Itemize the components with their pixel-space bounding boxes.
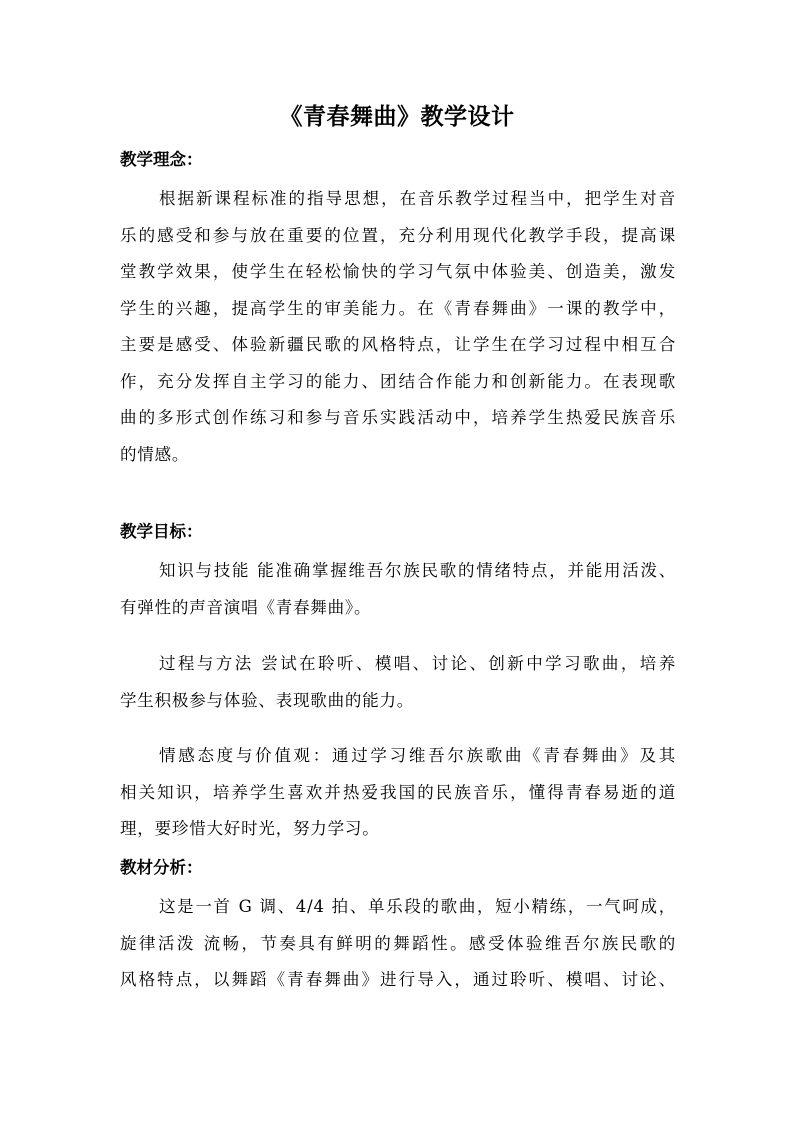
paragraph-line: 有弹性的声音演唱《青春舞曲》。 (120, 597, 372, 617)
paragraph-line: 知识与技能 能准确掌握维吾尔族民歌的情绪特点，并能用活泼、 (159, 561, 676, 580)
paragraph-teaching-philosophy (120, 181, 676, 473)
paragraph-line: 这是一首 G 调、4/4 拍、单乐段的歌曲，短小精练，一气呵成， (159, 897, 676, 916)
section-heading-material-analysis: 教材分析： (120, 858, 203, 877)
paragraph-line: 曲的多形式创作练习和参与音乐实践活动中，培养学生热爱民族音乐 (120, 408, 676, 427)
paragraph-line: 的情感。 (120, 444, 190, 464)
paragraph-line: 乐的感受和参与放在重要的位置，充分利用现代化教学手段，提高课 (120, 225, 676, 245)
paragraph-line: 学生的兴趣，提高学生的审美能力。在《青春舞曲》一课的教学中， (120, 298, 676, 318)
section-heading-teaching-objectives: 教学目标： (120, 522, 203, 541)
paragraph-line: 主要是感受、体验新疆民歌的风格特点，让学生在学习过程中相互合 (120, 335, 676, 354)
paragraph-line: 作，充分发挥自主学习的能力、团结合作能力和创新能力。在表现歌 (120, 371, 676, 391)
paragraph-line: 情感态度与价值观：通过学习维吾尔族歌曲《青春舞曲》及其 (159, 746, 676, 765)
paragraph-material-analysis (120, 889, 676, 999)
paragraph-line: 堂教学效果，使学生在轻松愉快的学习气氛中体验美、创造美，激发 (120, 262, 676, 281)
paragraph-line: 理，要珍惜大好时光，努力学习。 (120, 819, 380, 838)
paragraph-line: 学生积极参与体验、表现歌曲的能力。 (120, 690, 415, 710)
paragraph-line: 相关知识，培养学生喜欢并热爱我国的民族音乐，懂得青春易逝的道 (120, 782, 676, 802)
paragraph-line: 风格特点，以舞蹈《青春舞曲》进行导入，通过聆听、模唱、讨论、 (120, 970, 676, 989)
section-heading-teaching-philosophy: 教学理念： (120, 150, 203, 169)
paragraph-line: 旋律活泼 流畅，节奏具有鲜明的舞蹈性。感受体验维吾尔族民歌的 (120, 933, 676, 953)
paragraph-process-methods (120, 646, 676, 719)
paragraph-emotional-values (120, 738, 676, 848)
paragraph-line: 过程与方法 尝试在聆听、模唱、讨论、创新中学习歌曲，培养 (159, 654, 676, 673)
document-title: 《青春舞曲》教学设计 (279, 103, 515, 130)
paragraph-line: 根据新课程标准的指导思想，在音乐教学过程当中，把学生对音 (159, 189, 676, 208)
paragraph-knowledge-skills (120, 553, 676, 626)
